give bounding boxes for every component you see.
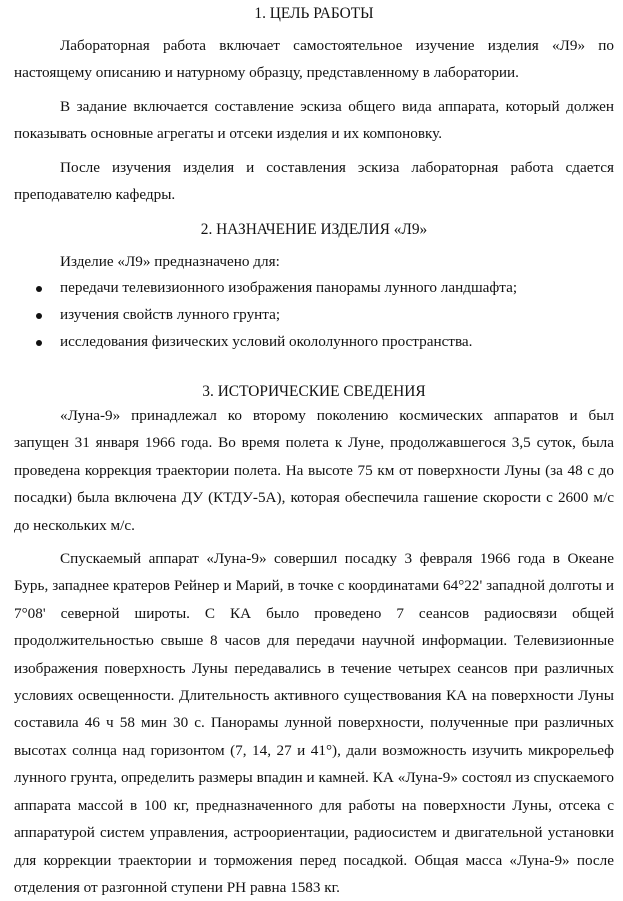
list-item [14, 275, 614, 302]
section-3-paragraph-2: Спускаемый аппарат «Луна-9» совершил посадку 3 февраля 1966 года в Океане Бурь, западнее кратеров Рейнер и Марий, в точке с координатами 64°22' западной долготы и 7°08' северной широты. С КА было проведено 7 сеансов радиосвязи общей продолжительностью свыше 8 часов для передачи научной информации. Телевизионные изображения поверхность Луны передавались в течение четырех сеансов при различных условиях освещенности. Длительность активного существования КА на поверхности Луны составила 46 ч 58 мин 30 с. Панорамы лунной поверхности, полученные при различных высотах солнца над горизонтом (7, 14, 27 и 41°), дали возможность изучить микрорельеф лунного грунта, определить размеры впадин и камней. КА «Луна-9» состоял из спускаемого аппарата массой в 100 кг, предназначенного для работы на поверхности Луны, отсека с аппаратурой систем управления, астроориентации, радиосистем и двигательной установки для коррекции траектории и торможения перед посадкой. Общая масса «Луна-9» после отделения от разгонной ступени РН равна 1583 кг. [14, 550, 614, 896]
section-3-paragraph-1: «Луна-9» принадлежал ко второму поколению космических аппаратов и был запущен 31 января 1966 года. Во время полета к Луне, продолжавшегося 3,5 суток, была проведена коррекция траектории полета. На высоте 75 км от поверхности Луны (за 48 с до посадки) была включена ДУ (КТДУ-5А), которая обеспечила гашение скорости с 2600 м/с до нескольких м/с. [14, 407, 614, 534]
section-1-paragraph-1: Лабораторная работа включает самостоятельное изучение изделия «Л9» по настоящему описанию и натурному образцу, представленному в лаборатории. [14, 37, 614, 82]
document-page [14, 0, 614, 895]
section-3-body [14, 402, 614, 901]
section-2-title: 2. НАЗНАЧЕНИЕ ИЗДЕЛИЯ «Л9» [200, 221, 428, 238]
section-2-body [14, 248, 614, 355]
section-2-intro: Изделие «Л9» предназначено для: [60, 253, 280, 270]
list-item-text: исследования физических условий окололунного пространства. [60, 332, 473, 350]
section-1-body [14, 32, 614, 208]
bullet-dot-icon [36, 286, 42, 292]
section-1-paragraph-2: В задание включается составление эскиза общего вида аппарата, который должен показывать основные агрегаты и отсеки изделия и их компоновку. [14, 97, 614, 143]
list-item-text: изучения свойств лунного грунта; [60, 306, 281, 323]
list-item-text: передачи телевизионного изображения панорамы лунного ландшафта; [60, 279, 518, 297]
list-item [14, 302, 614, 329]
section-3-title: 3. ИСТОРИЧЕСКИЕ СВЕДЕНИЯ [202, 383, 426, 400]
list-item [14, 329, 614, 356]
bullet-dot-icon [36, 313, 42, 319]
section-1-paragraph-3: После изучения изделия и составления эскиза лабораторная работа сдается преподавателю кафедры. [14, 158, 614, 204]
purpose-list [14, 275, 614, 355]
bullet-dot-icon [36, 340, 42, 346]
section-1-title: 1. ЦЕЛЬ РАБОТЫ [254, 5, 374, 22]
